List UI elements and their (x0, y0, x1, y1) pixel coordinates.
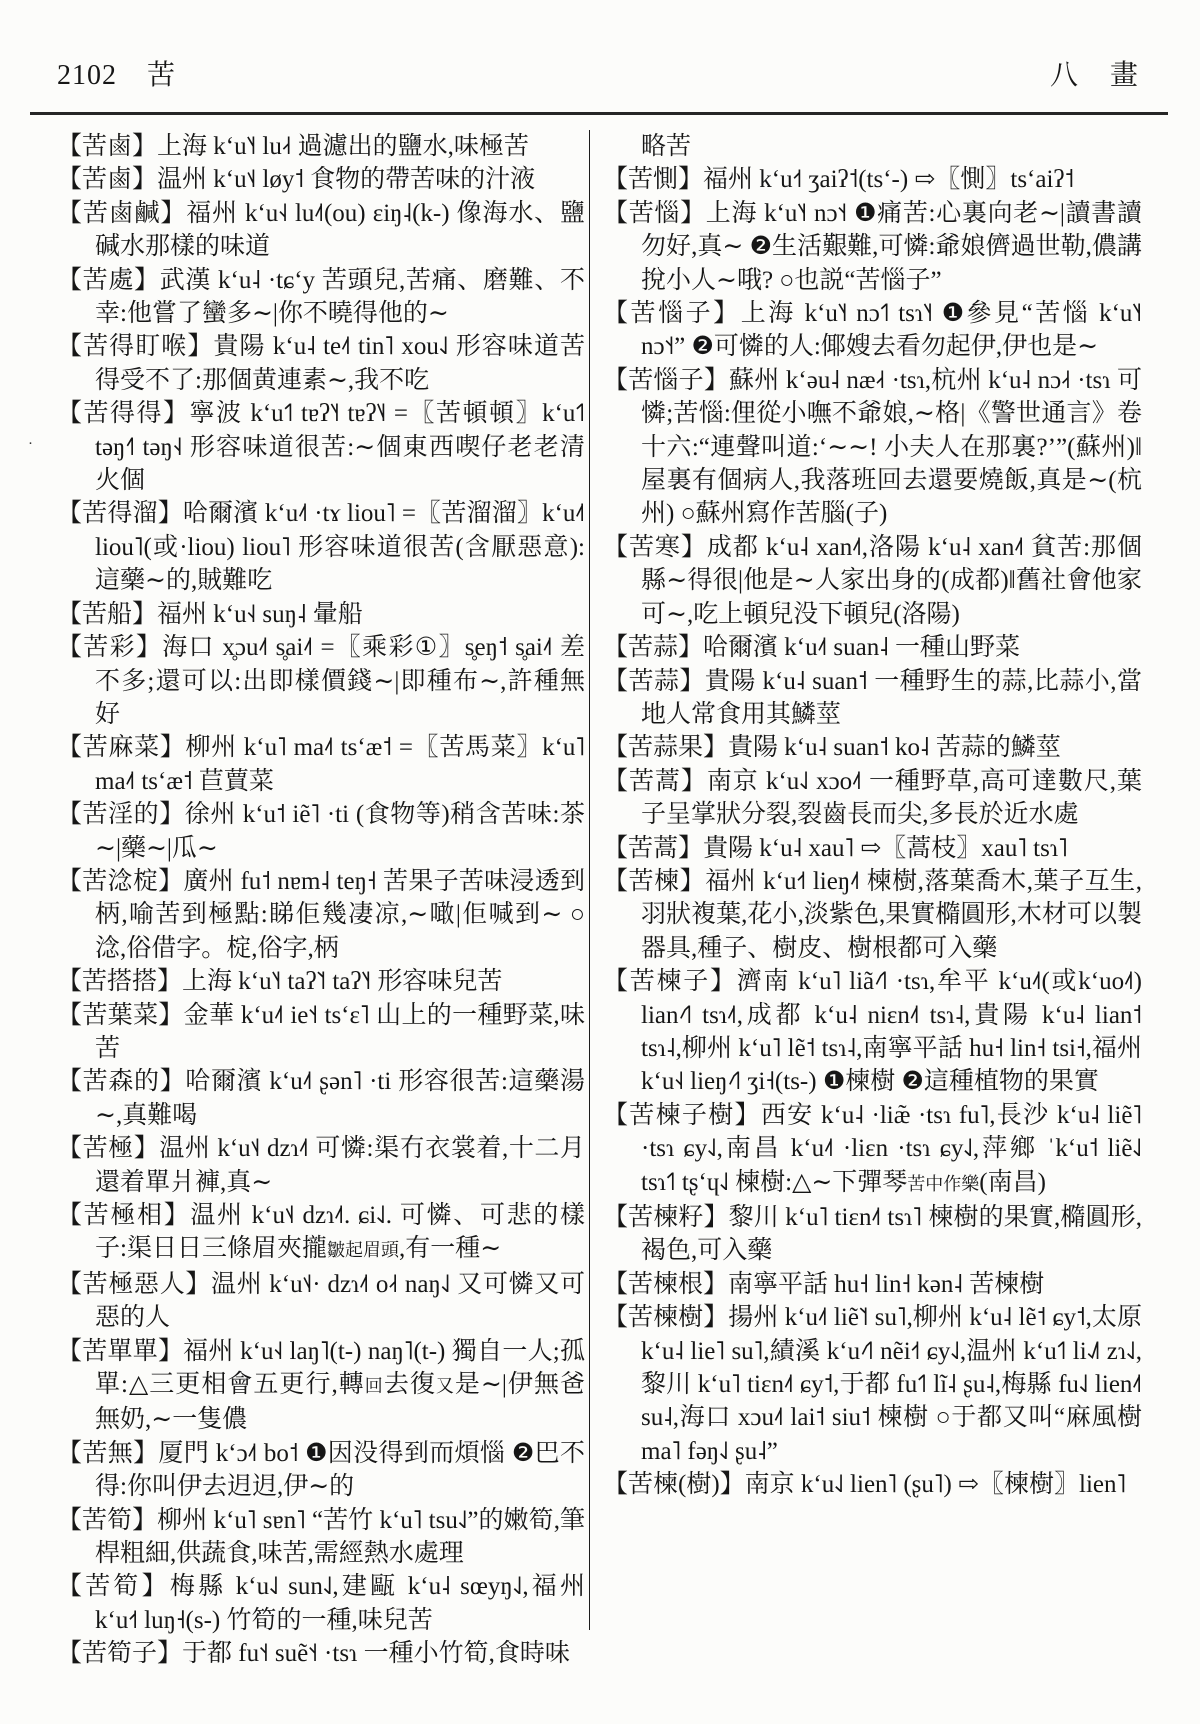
entry-text: (南昌) (979, 1168, 1046, 1196)
entry-text: 【苦惻】福州 kʻu˧˦ ʒaiʔ˦(tsʻ-) ⇨〖惻〗tsʻaiʔ˦ (603, 166, 1075, 194)
entry-text: 【苦惱】上海 kʻu˥˧ nɔ˦˧ ❶痛苦:心裏向老∼|讀書讀勿好,真∼ ❷生活艱難,可憐:爺娘儕過世勒,儂講挩小人∼哦? ○也説“苦惱子” (603, 199, 1142, 294)
dictionary-entry (603, 665, 1142, 732)
entry-text: 【苦蒜果】貴陽 kʻu˨ suan˦ ko˨ 苦蒜的鱗莖 (603, 734, 1061, 762)
page-number: 2102 (57, 60, 117, 91)
column-left (57, 130, 585, 1671)
entry-text: 【苦鹵鹹】福州 kʻu˧˨ lu˨˦(ou) ɛiŋ˨(k-) 像海水、鹽碱水那樣的味道 (57, 199, 585, 261)
entry-text: 【苦筍】梅縣 kʻu˨˩ sun˨˩,建甌 kʻu˨ sœyŋ˨˩,福州 kʻu˧˦ luŋ˧(s-) 竹筍的一種,味兒苦 (57, 1573, 585, 1634)
entry-text: 【苦淰椗】廣州 fu˦ nɐm˨ teŋ˧ 苦果子苦味浸透到柄,喻苦到極點:睇佢幾凄凉,∼噉|佢喊到∼ ○淰,俗借字。椗,俗字,柄 (57, 867, 585, 962)
entry-text: 【苦惱子】蘇州 kʻəu˨ næ˨˧ ·tsɿ,杭州 kʻu˨ nɔ˨˧ ·tsɿ 可憐;苦惱:俚從小嘸不爺娘,∼格|《警世通言》卷十六:“連聲叫道:‘∼∼! 小夫人在那裏?’”(蘇州)‖屋裏有個病人,我落班回去還要燒飯,真是∼(杭州) ○蘇州寫作苦腦(子) (603, 366, 1142, 528)
dictionary-entry (603, 130, 1142, 163)
entry-text: 【苦得得】寧波 kʻu˦˥ tɐʔ˥˧ tɐʔ˥˨ =〖苦頓頓〗kʻu˦˥ təŋ˧˥ təŋ˧˨ 形容味道很苦:∼個東西喫仔老老清火個 (57, 400, 585, 495)
dictionary-entry (57, 1132, 585, 1199)
entry-gloss-small: 苦中作樂 (907, 1173, 980, 1194)
dictionary-entry (603, 163, 1142, 196)
dictionary-entry (603, 965, 1142, 1099)
entry-gloss-small: 回 (364, 1376, 384, 1397)
dictionary-entry (57, 497, 585, 597)
dictionary-entry (603, 364, 1142, 531)
dictionary-entry (603, 531, 1142, 631)
dictionary-entry (603, 832, 1142, 865)
entry-text: 【苦楝樹】揚州 kʻu˨˦ liẽ˥˦ su˥,柳州 kʻu˨ lẽ˦ ɕy˦,太原 kʻu˨ lie˥ su˥,績溪 kʻu˨˦˥ nẽi˧˦ ɕy˨˩,温州 kʻu˦˥ li˨˩˥ zɿ˨˩,黎川 kʻu˥ tiɛn˨˦ ɕy˦,于都 fu˦˥ lĩ˨ ʂu˨,梅縣 fu˨˩ lien˨˦ su˨,海口 xɔu˨˦ lai˦ siu˦ 楝樹 ○于都又叫“麻風樹 ma˥ fəŋ˨˩ ʂu˨” (603, 1304, 1142, 1465)
entry-text: ,有一種∼ (398, 1235, 502, 1263)
dictionary-entry (57, 397, 585, 497)
column-right (590, 130, 1142, 1502)
dictionary-entry (57, 330, 585, 397)
dictionary-entry (603, 1268, 1142, 1301)
entry-text: 【苦無】厦門 kʻɔ˨˦ bo˦ ❶因没得到而煩惱 ❷巴不得:你叫伊去迌迌,伊∼的 (57, 1439, 585, 1501)
entry-text: 【苦楝】福州 kʻu˧˦ lieŋ˨˦ 楝樹,落葉喬木,葉子互生,羽狀複葉,花小,淡紫色,果實橢圓形,木材可以製器具,種子、樹皮、樹根都可入藥 (603, 867, 1142, 962)
dictionary-entry (57, 1504, 585, 1571)
dictionary-entry (603, 1099, 1142, 1201)
entry-text: 【苦極惡人】温州 kʻu˦˨· dzɿ˨˦ o˨˧ naŋ˨˩ 又可憐又可惡的人 (57, 1270, 585, 1332)
entry-text: 【苦楝(樹)】南京 kʻu˨˩ lien˥ (ʂu˥) ⇨〖楝樹〗lien˥ (603, 1471, 1127, 1499)
dictionary-entry (603, 731, 1142, 764)
entry-text: 【苦彩】海口 x̥ɔu˨˦ s̥ai˨˦ =〖乘彩①〗s̥eŋ˦ s̥ai˨˦ 差不多;還可以:出即樣價錢∼|即種布∼,許種無好 (57, 634, 585, 728)
entry-text: 【苦寒】成都 kʻu˨ xan˨˦,洛陽 kʻu˨ xan˨˦ 貧苦:那個縣∼得很|他是∼人家出身的(成都)‖舊社會他家可∼,吃上頓兒没下頓兒(洛陽) (603, 533, 1142, 628)
entry-text: 【苦楝籽】黎川 kʻu˥ tiɛn˨˦ tsɿ˥ 楝樹的果實,橢圓形,褐色,可入藥 (603, 1204, 1142, 1265)
dictionary-entry (57, 965, 585, 998)
entry-gloss-small: 又 (435, 1376, 455, 1397)
entry-text: 【苦得盯喉】貴陽 kʻu˨ te˨˦ tin˥ xou˨˩ 形容味道苦得受不了:那個黄連素∼,我不吃 (57, 333, 585, 394)
dictionary-entry (57, 1437, 585, 1504)
entry-text: 【苦蒜】哈爾濱 kʻu˨˦ suan˨ 一種山野菜 (603, 634, 1021, 662)
dictionary-entry (57, 1199, 585, 1268)
dictionary-entry (57, 1065, 585, 1132)
dictionary-entry (57, 197, 585, 264)
header-rule (30, 112, 1168, 115)
entry-text: 【苦船】福州 kʻu˧˨ suŋ˨ 暈船 (57, 600, 363, 628)
entry-text: 【苦處】武漢 kʻu˨ ·tɕʻy 苦頭兒,苦痛、磨難、不幸:他嘗了蠻多∼|你不曉得他的∼ (57, 266, 585, 328)
dictionary-entry (57, 130, 585, 163)
dictionary-entry (57, 1335, 585, 1437)
text-columns (57, 130, 1142, 1671)
dictionary-entry (57, 999, 585, 1066)
dictionary-entry (57, 264, 585, 331)
page-header (57, 60, 1140, 92)
entry-text: 是∼|伊無爸無奶,∼一隻儂 (95, 1371, 585, 1434)
entry-text: 去復 (383, 1371, 436, 1399)
entry-text: 略苦 (641, 133, 692, 160)
entry-text: 【苦得溜】哈爾濱 kʻu˨˦ ·tɤ liou˥ =〖苦溜溜〗kʻu˨˦ liou˥(或·liou) liou˥ 形容味道很苦(含厭惡意):這藥∼的,賊難吃 (57, 500, 585, 595)
entry-text: 【苦極相】温州 kʻu˦˨ dzɿ˨˦. ɕi˨˩. 可憐、可悲的樣子:渠日日三條眉夾攏 (57, 1202, 585, 1263)
dictionary-entry (603, 1468, 1142, 1501)
entry-text: 【苦楝子樹】西安 kʻu˨ ·liæ̃ ·tsɿ fu˥,長沙 kʻu˨ liẽ˥ ·tsɿ ɕy˨˩,南昌 kʻu˨˦ ·liɛn ·tsɿ ɕy˨˩,萍鄉 ˈkʻu˦ liẽ˨˩ tsɿ˦˥ tʂʻɥ˨˩ 楝樹:△∼下彈琴 (603, 1101, 1142, 1196)
dictionary-entry (57, 598, 585, 631)
margin-mark: · (28, 436, 33, 452)
dictionary-entry (603, 631, 1142, 664)
running-headword: 苦 (147, 60, 176, 91)
dictionary-entry (57, 798, 585, 865)
entry-text: 【苦筍子】于都 fu˦˧ suẽ˦˧ ·tsɿ 一種小竹筍,食時味 (57, 1640, 570, 1668)
dictionary-entry (57, 1637, 585, 1670)
entry-text: 【苦惱子】上海 kʻu˥˧ nɔ˦˥ tsɿ˥˧ ❶參見“苦惱 kʻu˥˧ nɔ˦˧” ❷可憐的人:倻嫂去看勿起伊,伊也是∼ (603, 300, 1142, 361)
entry-gloss-small: 皺起眉頭 (326, 1240, 399, 1261)
entry-text: 【苦搭搭】上海 kʻu˥˧ taʔ˥˦ taʔ˥˧ 形容味兒苦 (57, 968, 503, 996)
entry-text: 【苦森的】哈爾濱 kʻu˨˦ ʂən˥ ·ti 形容很苦:這藥湯∼,真難喝 (57, 1068, 585, 1129)
dictionary-entry (603, 1201, 1142, 1268)
section-label: 八 畫 (1049, 60, 1140, 91)
entry-text: 【苦筍】柳州 kʻu˥ sɐn˥ “苦竹 kʻu˥ tsu˨˩”的嫩筍,筆桿粗細,供蔬食,味苦,需經熱水處理 (57, 1506, 585, 1568)
entry-text: 【苦麻菜】柳州 kʻu˥ ma˨˦ tsʻæ˦ =〖苦馬菜〗kʻu˥ ma˨˦ tsʻæ˦ 苣蕒菜 (57, 734, 585, 795)
entry-text: 【苦楝根】南寧平話 hu˧ lin˧ kən˨ 苦楝樹 (603, 1270, 1045, 1298)
dictionary-entry (57, 865, 585, 965)
dictionary-entry (57, 631, 585, 731)
dictionary-entry (57, 731, 585, 798)
entry-text: 【苦單單】福州 kʻu˧˨ laŋ˥(t-) naŋ˥(t-) 獨自一人;孤單:△三更相會五更行,轉 (57, 1337, 585, 1399)
header-left (57, 60, 175, 92)
entry-text: 【苦蒜】貴陽 kʻu˨ suan˦ 一種野生的蒜,比蒜小,當地人常食用其鱗莖 (603, 667, 1142, 728)
dictionary-entry (57, 1268, 585, 1335)
dictionary-entry (603, 865, 1142, 965)
entry-text: 【苦鹵】温州 kʻu˦˨ løy˦ 食物的帶苦味的汁液 (57, 166, 536, 194)
dictionary-entry (603, 765, 1142, 832)
entry-text: 【苦楝子】濟南 kʻu˥ liã˨˦˥ ·tsɿ,牟平 kʻu˨˦(或kʻuo˨˦) lian˨˦˥ tsɿ˨˦,成都 kʻu˨ niɛn˨˦ tsɿ˨,貴陽 kʻu˨ lian˦ tsɿ˨,柳州 kʻu˥ lẽ˦ tsɿ˨,南寧平話 hu˧ lin˧ tsi˧,福州 kʻu˧˨ lieŋ˨˦˥ ʒi˧(ts-) ❶楝樹 ❷這種植物的果實 (603, 968, 1142, 1096)
entry-text: 【苦淫的】徐州 kʻu˦ iẽ˥ ·ti (食物等)稍含苦味:茶∼|藥∼|瓜∼ (57, 801, 585, 862)
entry-text: 【苦極】温州 kʻu˦˨ dzɿ˨˦ 可憐:渠冇衣裳着,十二月還着單爿褲,真∼ (57, 1135, 585, 1196)
entry-text: 【苦蒿】南京 kʻu˨˩ xɔo˨˦ 一種野草,高可達數尺,葉子呈掌狀分裂,裂齒長而尖,多長於近水處 (603, 767, 1142, 829)
dictionary-entry (603, 197, 1142, 297)
dictionary-entry (603, 1301, 1142, 1468)
dictionary-entry (603, 297, 1142, 364)
dictionary-entry (57, 163, 585, 196)
entry-text: 【苦鹵】上海 kʻu˥˧ lu˨˧ 過濾出的鹽水,味極苦 (57, 133, 529, 160)
dictionary-entry (57, 1570, 585, 1637)
entry-text: 【苦葉菜】金華 kʻu˨˦ ie˦˧ tsʻɛ˥ 山上的一種野菜,味苦 (57, 1001, 585, 1062)
entry-text: 【苦蒿】貴陽 kʻu˨ xau˥ ⇨〖蒿枝〗xau˥ tsɿ˥ (603, 834, 1068, 862)
